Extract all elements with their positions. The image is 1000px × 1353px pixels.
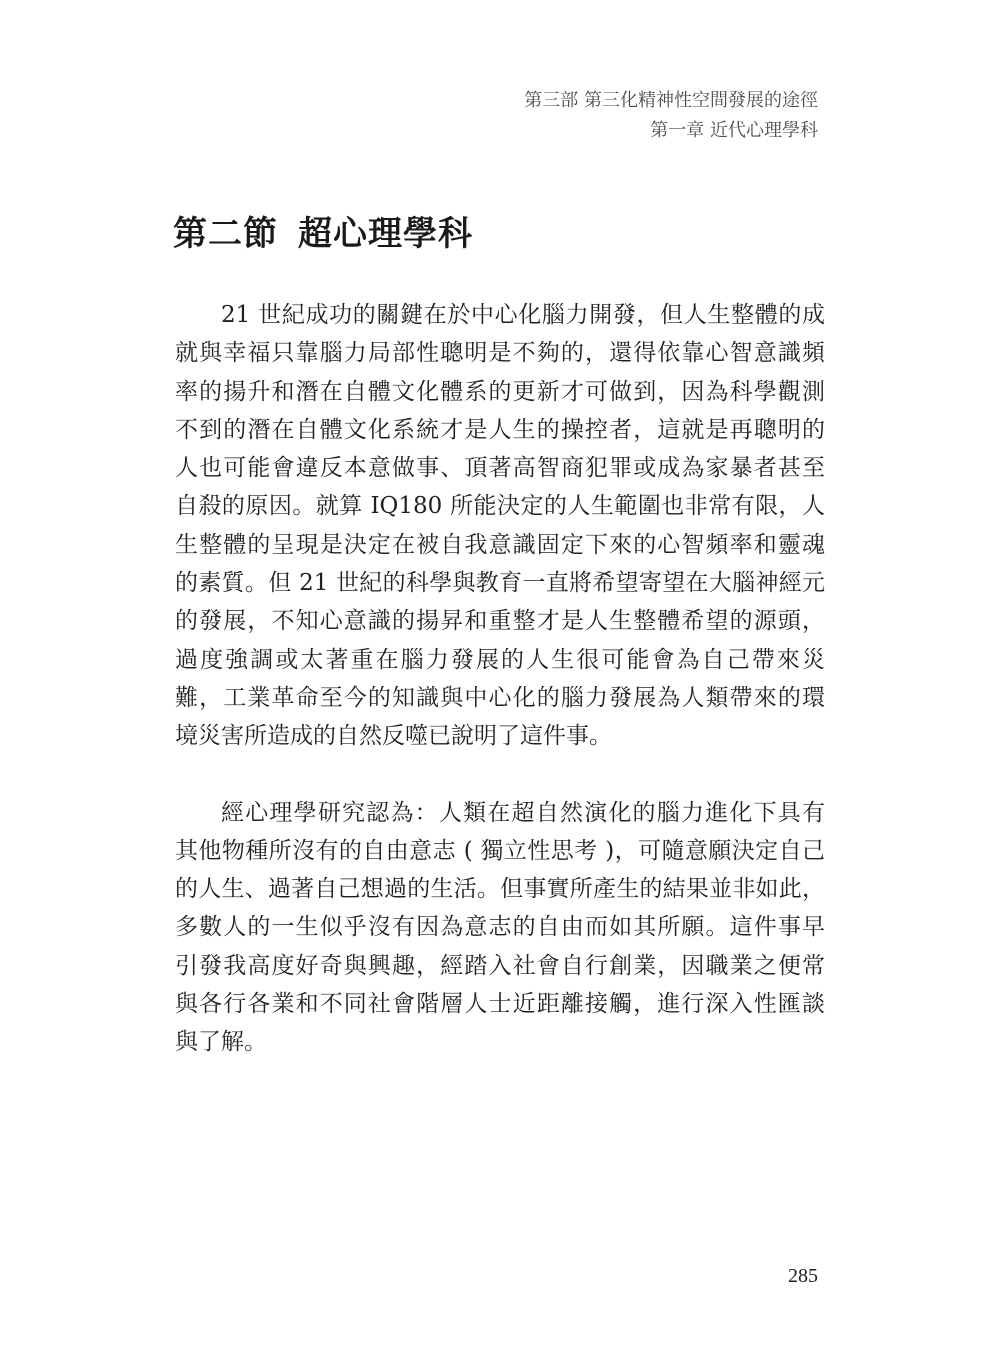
header-chapter-title: 第一章 近代心理學科 <box>650 120 818 141</box>
text-line: 引發我高度好奇與興趣，經踏入社會自行創業，因職業之便常 <box>175 952 825 979</box>
text-line: 與各行各業和不同社會階層人士近距離接觸，進行深入性匯談 <box>175 991 825 1018</box>
text-line: 難，工業革命至今的知識與中心化的腦力發展為人類帶來的環 <box>175 684 825 711</box>
text-line: 21 世紀成功的關鍵在於中心化腦力開發，但人生整體的成 <box>221 302 825 328</box>
text-line: 過度強調或太著重在腦力發展的人生很可能會為自己帶來災 <box>175 646 825 673</box>
header-part-title: 第三部 第三化精神性空間發展的途徑 <box>524 90 818 111</box>
text-line: 與了解。 <box>175 1029 267 1056</box>
text-line: 生整體的呈現是決定在被自我意識固定下來的心智頻率和靈魂 <box>175 531 825 558</box>
page-number: 285 <box>788 1265 818 1287</box>
text-line: 率的揚升和潛在自體文化體系的更新才可做到，因為科學觀測 <box>175 378 825 405</box>
text-line: 境災害所造成的自然反噬已說明了這件事。 <box>175 723 612 750</box>
text-line: 的發展，不知心意識的揚昇和重整才是人生整體希望的源頭， <box>175 608 825 635</box>
paragraph-spacer <box>175 756 825 794</box>
body-text <box>175 296 825 1062</box>
section-heading <box>173 206 473 255</box>
section-number: 第二節 <box>173 214 278 254</box>
text-line: 多數人的一生似乎沒有因為意志的自由而如其所願。這件事早 <box>175 914 825 941</box>
section-title-text: 超心理學科 <box>298 214 473 254</box>
text-line: 的素質。但 21 世紀的科學與教育一直將希望寄望在大腦神經元 <box>175 570 825 597</box>
running-header <box>524 86 818 146</box>
paragraph <box>175 296 825 756</box>
text-line: 其他物種所沒有的自由意志 ( 獨立性思考 )，可隨意願決定自己 <box>175 837 825 864</box>
text-line: 就與幸福只靠腦力局部性聰明是不夠的，還得依靠心智意識頻 <box>175 340 825 367</box>
text-line: 經心理學研究認為：人類在超自然演化的腦力進化下具有 <box>221 799 825 826</box>
text-line: 的人生、過著自己想過的生活。但事實所產生的結果並非如此， <box>175 876 825 903</box>
paragraph <box>175 794 825 1062</box>
text-line: 不到的潛在自體文化系統才是人生的操控者，這就是再聰明的 <box>175 416 825 443</box>
text-line: 自殺的原因。就算 IQ180 所能決定的人生範圍也非常有限，人 <box>175 493 825 520</box>
text-line: 人也可能會違反本意做事、頂著高智商犯罪或成為家暴者甚至 <box>175 455 825 482</box>
